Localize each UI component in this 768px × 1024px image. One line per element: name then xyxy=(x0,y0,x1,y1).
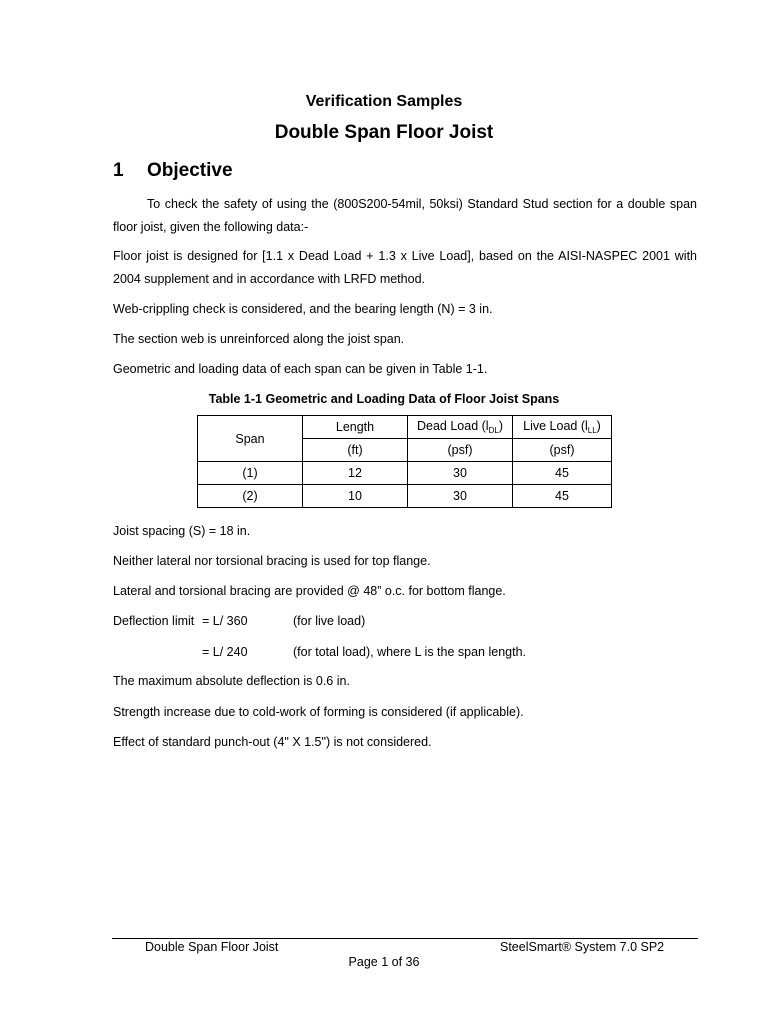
paragraph-bottom-flange-bracing: Lateral and torsional bracing are provided @ 48” o.c. for bottom flange. xyxy=(113,584,506,598)
cell-live-load: 45 xyxy=(513,485,612,508)
cell-live-load: 45 xyxy=(513,462,612,485)
footer-page-number: Page 1 of 36 xyxy=(348,955,420,969)
header-live-load-close: ) xyxy=(596,419,601,433)
deflection-value-live: = L/ 360 xyxy=(202,614,248,628)
section-number: 1 xyxy=(113,160,124,181)
section-title: Objective xyxy=(147,160,233,181)
table-row xyxy=(198,462,612,485)
paragraph-top-flange-bracing: Neither lateral nor torsional bracing is used for top flange. xyxy=(113,554,431,568)
header-dead-load-subscript: DL xyxy=(488,426,499,435)
deflection-label: Deflection limit xyxy=(113,614,195,628)
paragraph-web-unreinforced: The section web is unreinforced along the joist span. xyxy=(113,332,405,346)
deflection-note-total: (for total load), where L is the span length. xyxy=(293,645,527,659)
table-header-row xyxy=(198,416,612,439)
cell-length: 10 xyxy=(303,485,408,508)
header-length: Length xyxy=(303,416,408,439)
footer-document-name: Double Span Floor Joist xyxy=(145,940,279,954)
header-live-load-subscript: LL xyxy=(587,426,597,435)
header-dead-load-text: Dead Load (l xyxy=(417,419,489,433)
unit-dead-load: (psf) xyxy=(408,439,513,462)
table-caption: Table 1-1 Geometric and Loading Data of Floor Joist Spans xyxy=(208,392,560,406)
paragraph-load-combination: Floor joist is designed for [1.1 x Dead Load + 1.3 x Live Load], based on the AISI-NASPEC 2001 with 2004 supplement and in accordance with LRFD method. xyxy=(113,249,697,286)
cell-dead-load: 30 xyxy=(408,462,513,485)
unit-live-load: (psf) xyxy=(513,439,612,462)
cell-span: (2) xyxy=(198,485,303,508)
paragraph-web-crippling: Web-crippling check is considered, and the bearing length (N) = 3 in. xyxy=(113,302,493,316)
deflection-note-live: (for live load) xyxy=(293,614,366,628)
document-title: Double Span Floor Joist xyxy=(274,122,494,143)
document-subtitle: Verification Samples xyxy=(305,93,463,110)
paragraph-joist-spacing: Joist spacing (S) = 18 in. xyxy=(113,524,251,538)
table-row xyxy=(198,485,612,508)
header-live-load-text: Live Load (l xyxy=(523,419,588,433)
span-data-table xyxy=(197,415,612,508)
header-span: Span xyxy=(198,416,303,462)
paragraph-punch-out: Effect of standard punch-out (4" X 1.5") is not considered. xyxy=(113,735,432,749)
cell-span: (1) xyxy=(198,462,303,485)
deflection-value-total: = L/ 240 xyxy=(202,645,248,659)
paragraph-table-reference: Geometric and loading data of each span can be given in Table 1-1. xyxy=(113,362,488,376)
header-live-load xyxy=(513,416,612,439)
cell-length: 12 xyxy=(303,462,408,485)
paragraph-cold-work: Strength increase due to cold-work of forming is considered (if applicable). xyxy=(113,705,524,719)
section-heading xyxy=(113,160,233,182)
paragraph-max-deflection: The maximum absolute deflection is 0.6 in. xyxy=(113,674,350,688)
header-dead-load xyxy=(408,416,513,439)
paragraph-intro: To check the safety of using the (800S200-54mil, 50ksi) Standard Stud section for a double span floor joist, given the following data:- xyxy=(113,197,697,234)
header-dead-load-close: ) xyxy=(498,419,503,433)
footer-software-name: SteelSmart® System 7.0 SP2 xyxy=(500,940,665,954)
cell-dead-load: 30 xyxy=(408,485,513,508)
footer-divider xyxy=(112,938,698,939)
unit-length: (ft) xyxy=(303,439,408,462)
